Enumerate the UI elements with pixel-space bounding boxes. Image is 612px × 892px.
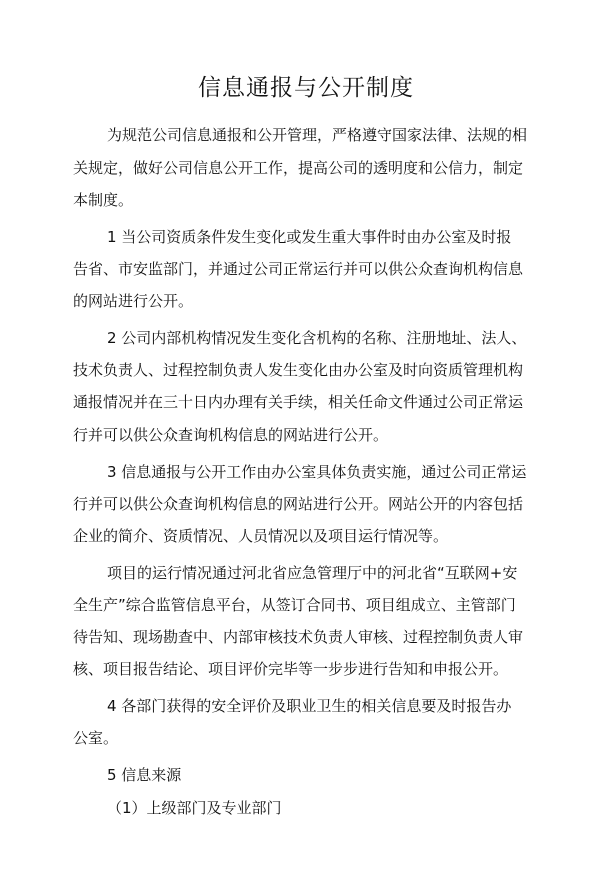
- paragraph-line: 的网站进行公开。: [73, 292, 194, 310]
- paragraph-line: 核、项目报告结论、项目评价完毕等一步步进行告知和申报公开。: [73, 660, 509, 678]
- paragraph-line: 行并可以供公众查询机构信息的网站进行公开。: [73, 426, 389, 444]
- paragraph-line: 2 公司内部机构情况发生变化含机构的名称、注册地址、法人、: [107, 329, 527, 347]
- section-heading: 5 信息来源: [107, 766, 182, 784]
- document-title: 信息通报与公开制度: [198, 75, 414, 101]
- paragraph-line: 1 当公司资质条件发生变化或发生重大事件时由办公室及时报: [107, 228, 512, 246]
- list-item: （1）上级部门及专业部门: [107, 799, 282, 817]
- paragraph-line: 技术负责人、过程控制负责人发生变化由办公室及时向资质管理机构: [73, 361, 524, 379]
- paragraph-line: 企业的简介、资质情况、人员情况以及项目运行情况等。: [73, 527, 449, 545]
- paragraph-line: 行并可以供公众查询机构信息的网站进行公开。网站公开的内容包括: [73, 495, 524, 513]
- paragraph-line: 为规范公司信息通报和公开管理，严格遵守国家法律、法规的相: [107, 126, 528, 144]
- paragraph-line: 通报情况并在三十日内办理有关手续，相关任命文件通过公司正常运: [73, 393, 524, 411]
- paragraph-line: 公室。: [73, 729, 119, 747]
- paragraph-line: 本制度。: [73, 191, 134, 209]
- paragraph-line: 全生产”综合监管信息平台，从签订合同书、项目组成立、主管部门: [73, 596, 516, 614]
- paragraph-line: 3 信息通报与公开工作由办公室具体负责实施，通过公司正常运: [107, 463, 527, 481]
- paragraph-line: 关规定，做好公司信息公开工作，提高公司的透明度和公信力，制定: [73, 159, 524, 177]
- paragraph-line: 待告知、现场勘查中、内部审核技术负责人审核、过程控制负责人审: [73, 628, 524, 646]
- paragraph-line: 告省、市安监部门，并通过公司正常运行并可以供公众查询机构信息: [73, 260, 524, 278]
- paragraph-line: 4 各部门获得的安全评价及职业卫生的相关信息要及时报告办: [107, 697, 512, 715]
- paragraph-line: 项目的运行情况通过河北省应急管理厅中的河北省“互联网+安: [107, 564, 518, 582]
